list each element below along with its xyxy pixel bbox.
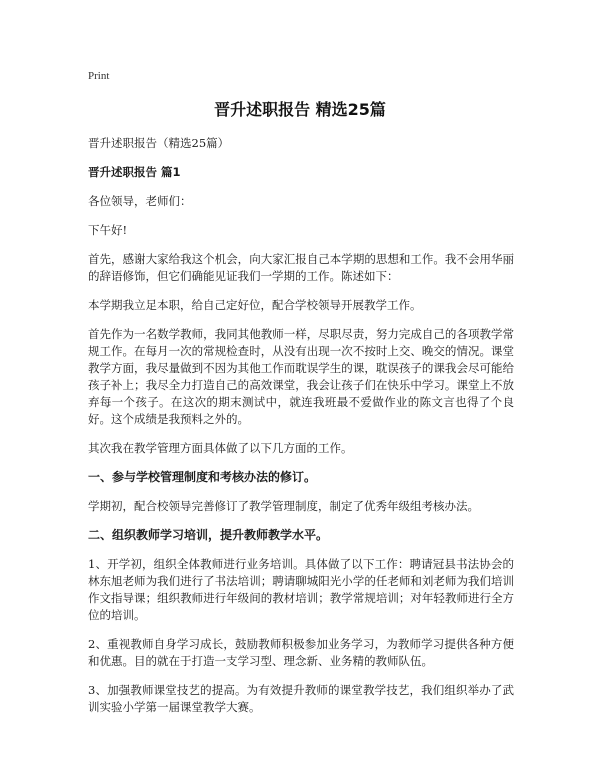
list-item: 3、加强教师课堂技艺的提高。为有效提升教师的课堂教学技艺，我们组织举办了武训实验小学第一届课堂教学大赛。	[88, 683, 514, 714]
paragraph: 本学期我立足本职，给自己定好位，配合学校领导开展教学工作。	[88, 298, 422, 312]
salutation: 下午好!	[88, 223, 128, 237]
item-heading: 一、参与学校管理制度和考核办法的修订。	[88, 470, 317, 484]
paragraph: 学期初，配合校领导完善修订了教学管理制度，制定了优秀年级组考核办法。	[88, 499, 479, 513]
document-body	[88, 135, 514, 728]
item-heading: 二、组织教师学习培训，提升教师教学水平。	[88, 528, 329, 542]
greeting: 各位领导，老师们：	[88, 194, 192, 208]
page-title: 晋升述职报告 精选25篇	[214, 100, 386, 119]
list-item: 1、开学初，组织全体教师进行业务培训。具体做了以下工作：聘请冠县书法协会的林东旭老师为我们进行了书法培训；聘请聊城阳光小学的任老师和刘老师为我们培训作文指导课；组织教师进行年级间的教材培训；教学常规培训；对年轻教师进行全方位的培训。	[88, 557, 514, 622]
print-link[interactable]: Print	[88, 70, 110, 82]
document-subtitle: 晋升述职报告（精选25篇）	[88, 136, 230, 150]
section-heading: 晋升述职报告 篇1	[88, 165, 181, 179]
paragraph: 其次我在教学管理方面具体做了以下几方面的工作。	[88, 441, 353, 455]
paragraph: 首先，感谢大家给我这个机会，向大家汇报自己本学期的思想和工作。我不会用华丽的辞语修饰，但它们确能见证我们一学期的工作。陈述如下：	[88, 252, 514, 283]
paragraph: 首先作为一名数学教师，我同其他教师一样，尽职尽责，努力完成自己的各项教学常规工作。在每月一次的常规检查时，从没有出现一次不按时上交、晚交的情况。课堂教学方面，我尽量做到不因为其他工作而耽误学生的课，耽误孩子的课我会尽可能给孩子补上；我尽全力打造自己的高效课堂，我会让孩子们在快乐中学习。课堂上不放弃每一个孩子。在这次的期末测试中，就连我班最不爱做作业的陈文言也得了个良好。这个成绩是我预料之外的。	[88, 327, 514, 426]
list-item: 2、重视教师自身学习成长，鼓励教师积极参加业务学习，为教师学习提供各种方便和优惠。目的就在于打造一支学习型、理念新、业务精的教师队伍。	[88, 637, 514, 668]
